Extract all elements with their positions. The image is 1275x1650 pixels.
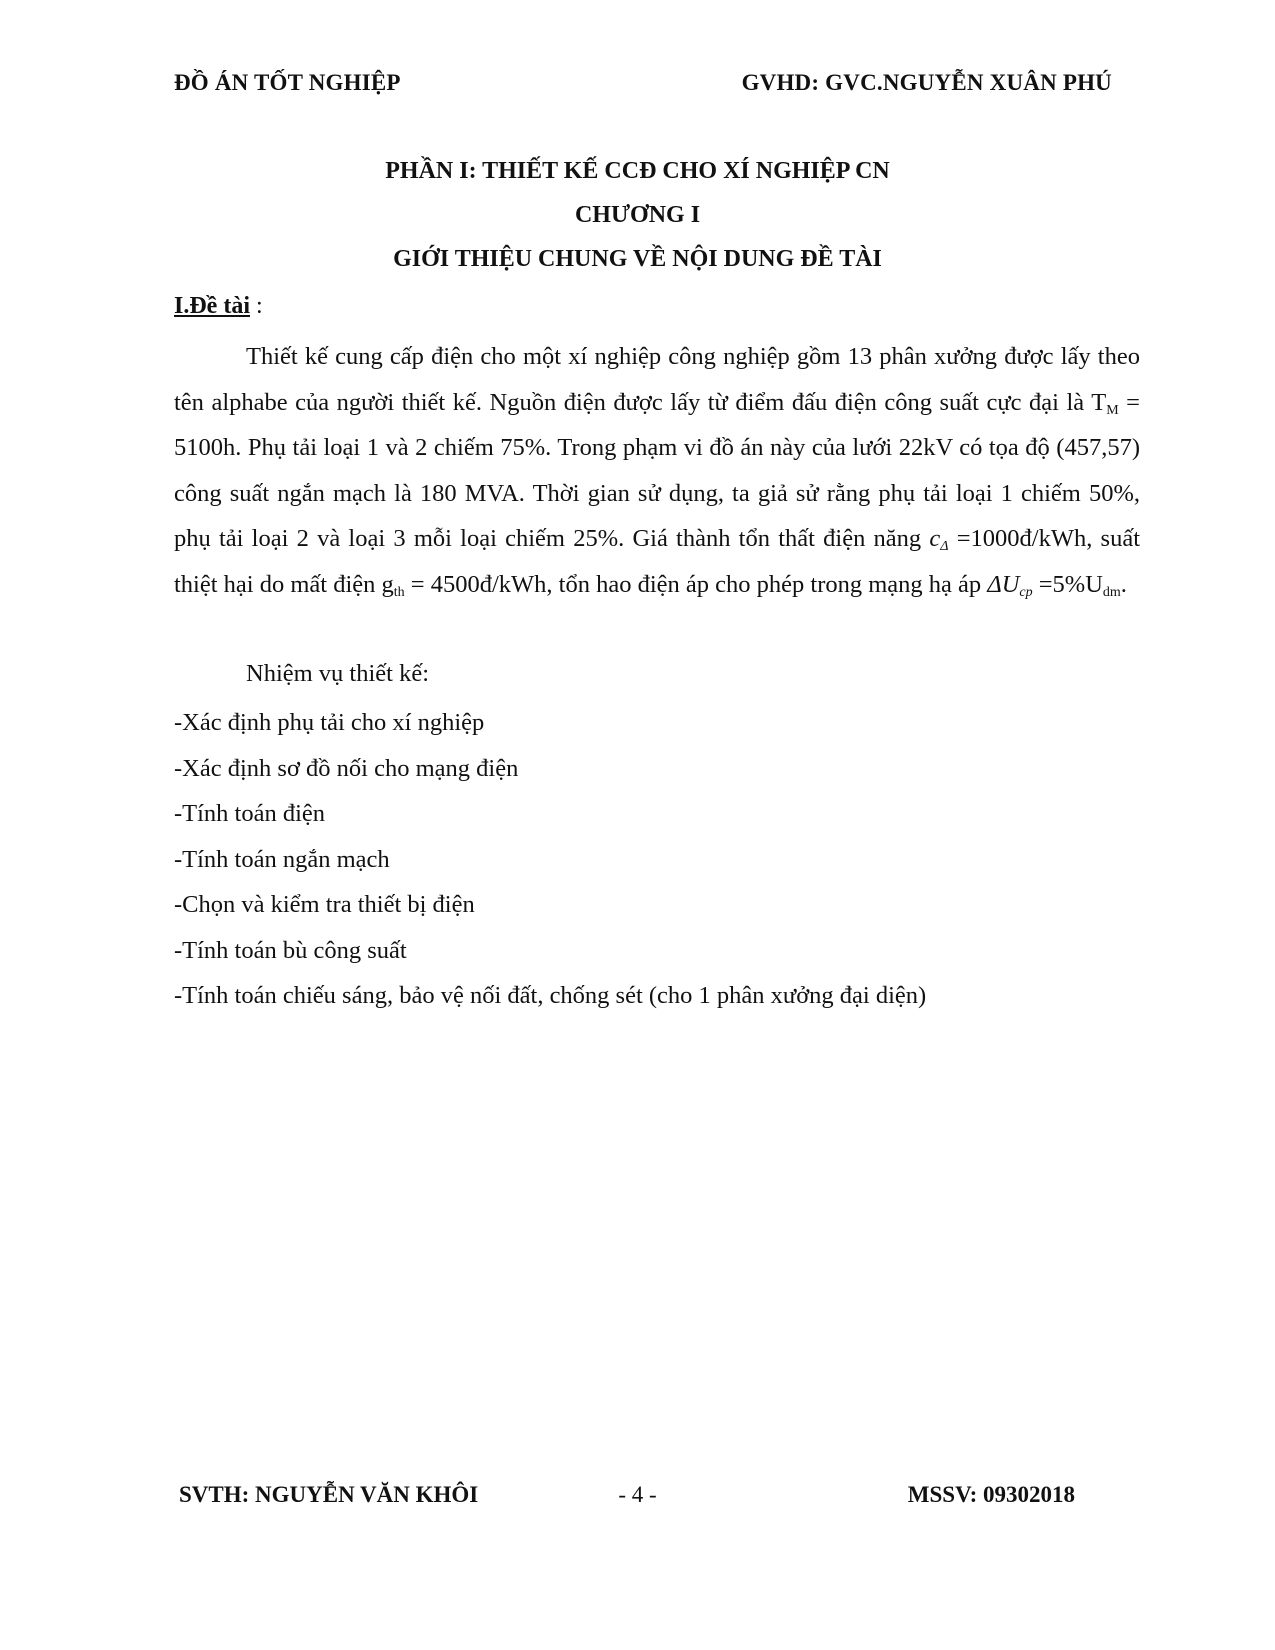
- tasks-list: [174, 700, 926, 1019]
- paragraph-segment-2: = 5100h. Phụ tải loại 1 và 2 chiếm 75%. Trong phạm vi đồ án này của lưới 22kV có tọa độ (457,57) công suất ngắn mạch là 180 MVA. Thời gian sử dụng, ta giả sử rằng phụ tải loại 1 chiếm 50%, phụ tải loại 2 và loại 3 mỗi loại chiếm 25%. Giá thành tổn thất điện năng: [174, 388, 1140, 552]
- section-heading-suffix: :: [249, 293, 263, 319]
- footer-student: SVTH: NGUYỄN VĂN KHÔI: [179, 1482, 479, 1507]
- tasks-heading: Nhiệm vụ thiết kế:: [246, 660, 430, 687]
- tm-subscript: M: [1106, 402, 1119, 418]
- footer-student-id: MSSV: 09302018: [907, 1482, 1075, 1507]
- part-title: PHẦN I: THIẾT KẾ CCĐ CHO XÍ NGHIỆP CN: [385, 158, 890, 184]
- list-item: -Xác định sơ đồ nối cho mạng điện: [174, 754, 519, 782]
- paragraph-segment-3: =1000đ/kWh, suất thiệt hại do mất điện g: [174, 525, 1141, 598]
- section-heading-label: I.Đề tài: [174, 293, 250, 319]
- paragraph-segment-1: Thiết kế cung cấp điện cho một xí nghiệp công nghiệp gồm 13 phân xưởng được lấy theo tên alphabe của người thiết kế. Nguồn điện được lấy từ điểm đấu điện công suất cực đại là T: [174, 343, 1140, 416]
- paragraph-segment-5: =5%U: [1032, 570, 1103, 598]
- list-item: -Tính toán điện: [174, 800, 326, 827]
- chapter-number: CHƯƠNG I: [574, 202, 701, 228]
- chapter-title: GIỚI THIỆU CHUNG VỀ NỘI DUNG ĐỀ TÀI: [393, 246, 882, 272]
- paragraph-text: [174, 334, 1140, 607]
- section-heading: [174, 293, 263, 320]
- list-item: -Tính toán chiếu sáng, bảo vệ nối đất, chống sét (cho 1 phân xưởng đại diện): [174, 982, 927, 1009]
- page-number: - 4 -: [618, 1482, 657, 1507]
- udm-subscript: dm: [1102, 584, 1121, 600]
- list-item: -Xác định phụ tải cho xí nghiệp: [174, 709, 485, 736]
- list-item: -Tính toán ngắn mạch: [174, 845, 390, 873]
- list-item: -Chọn và kiểm tra thiết bị điện: [174, 891, 475, 918]
- page-header-left: ĐỒ ÁN TỐT NGHIỆP: [174, 70, 401, 95]
- du-symbol: ΔU: [987, 570, 1020, 598]
- c-symbol: c: [929, 525, 941, 552]
- paragraph-segment-6: .: [1120, 570, 1127, 598]
- c-delta-symbol: [929, 525, 948, 552]
- delta-u-symbol: [987, 571, 1032, 598]
- page-header-right: GVHD: GVC.NGUYỄN XUÂN PHÚ: [741, 70, 1112, 95]
- list-item: -Tính toán bù công suất: [174, 936, 407, 964]
- g-subscript: th: [393, 584, 405, 600]
- du-subscript: cp: [1019, 584, 1033, 600]
- paragraph-segment-4: = 4500đ/kWh, tổn hao điện áp cho phép trong mạng hạ áp: [404, 570, 988, 598]
- c-subscript: Δ: [940, 539, 949, 554]
- body-paragraph: [174, 334, 1140, 607]
